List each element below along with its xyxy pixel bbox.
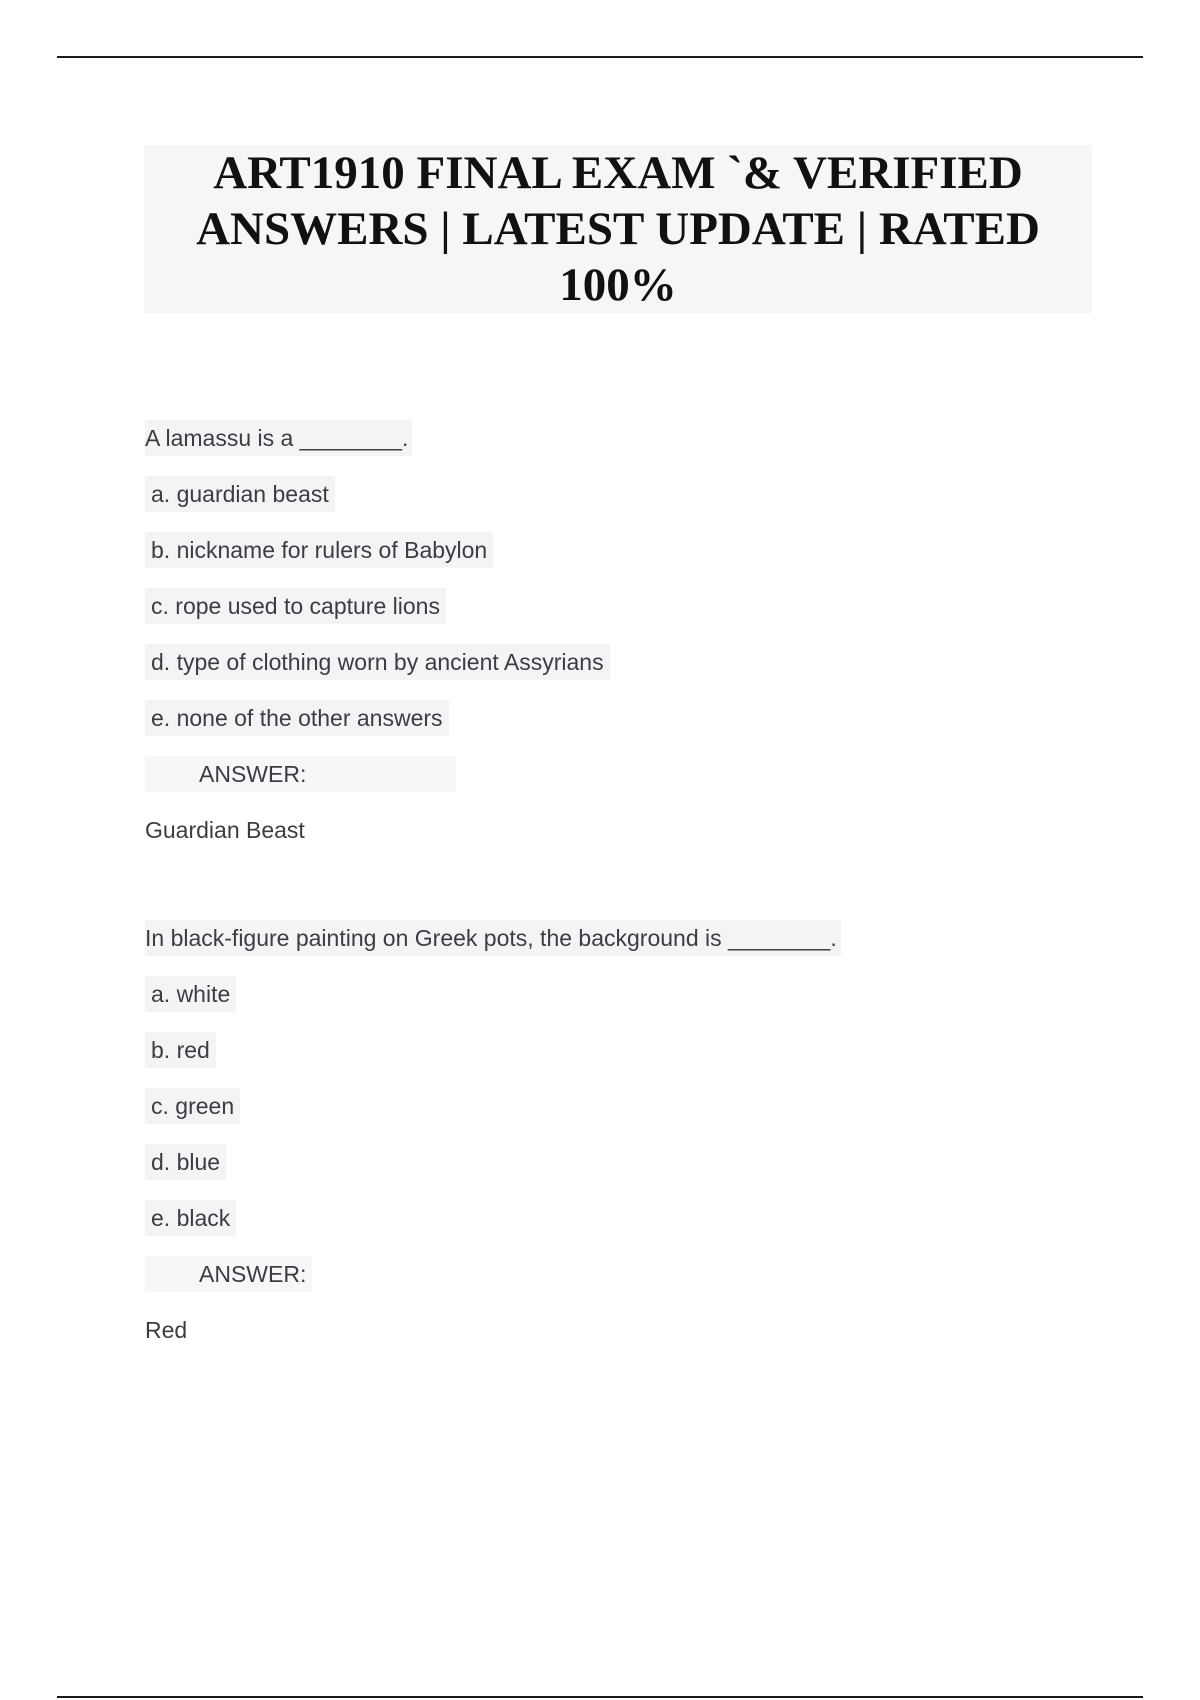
question-2 (145, 920, 1145, 1368)
answer-option-c: c. rope used to capture lions (145, 588, 1145, 644)
bottom-rule (57, 1696, 1143, 1698)
answer-label: ANSWER: (145, 1256, 1145, 1312)
answer-option-a: a. guardian beast (145, 476, 1145, 532)
answer-option-e: e. none of the other answers (145, 700, 1145, 756)
document-title: ART1910 FINAL EXAM `& VERIFIED ANSWERS | LATEST UPDATE | RATED 100% (196, 147, 1040, 311)
question-prompt (145, 420, 1145, 476)
answer-option-a: a. white (145, 976, 1145, 1032)
answer-label: ANSWER: (145, 756, 1145, 812)
answer-value: Guardian Beast (145, 817, 305, 843)
question-prompt-text: In black-figure painting on Greek pots, the background is ________. (145, 920, 841, 956)
top-rule (57, 56, 1143, 58)
question-prompt (145, 920, 1145, 976)
answer-option-d: d. type of clothing worn by ancient Assyrians (145, 644, 1145, 700)
answer-option-d: d. blue (145, 1144, 1145, 1200)
answer-option-e: e. black (145, 1200, 1145, 1256)
question-1 (145, 420, 1145, 868)
answer-option-b: b. nickname for rulers of Babylon (145, 532, 1145, 588)
answer-value: Red (145, 1317, 188, 1343)
title-banner (144, 145, 1092, 313)
answer-option-c: c. green (145, 1088, 1145, 1144)
answer-option-b: b. red (145, 1032, 1145, 1088)
question-prompt-text: A lamassu is a ________. (145, 420, 412, 456)
